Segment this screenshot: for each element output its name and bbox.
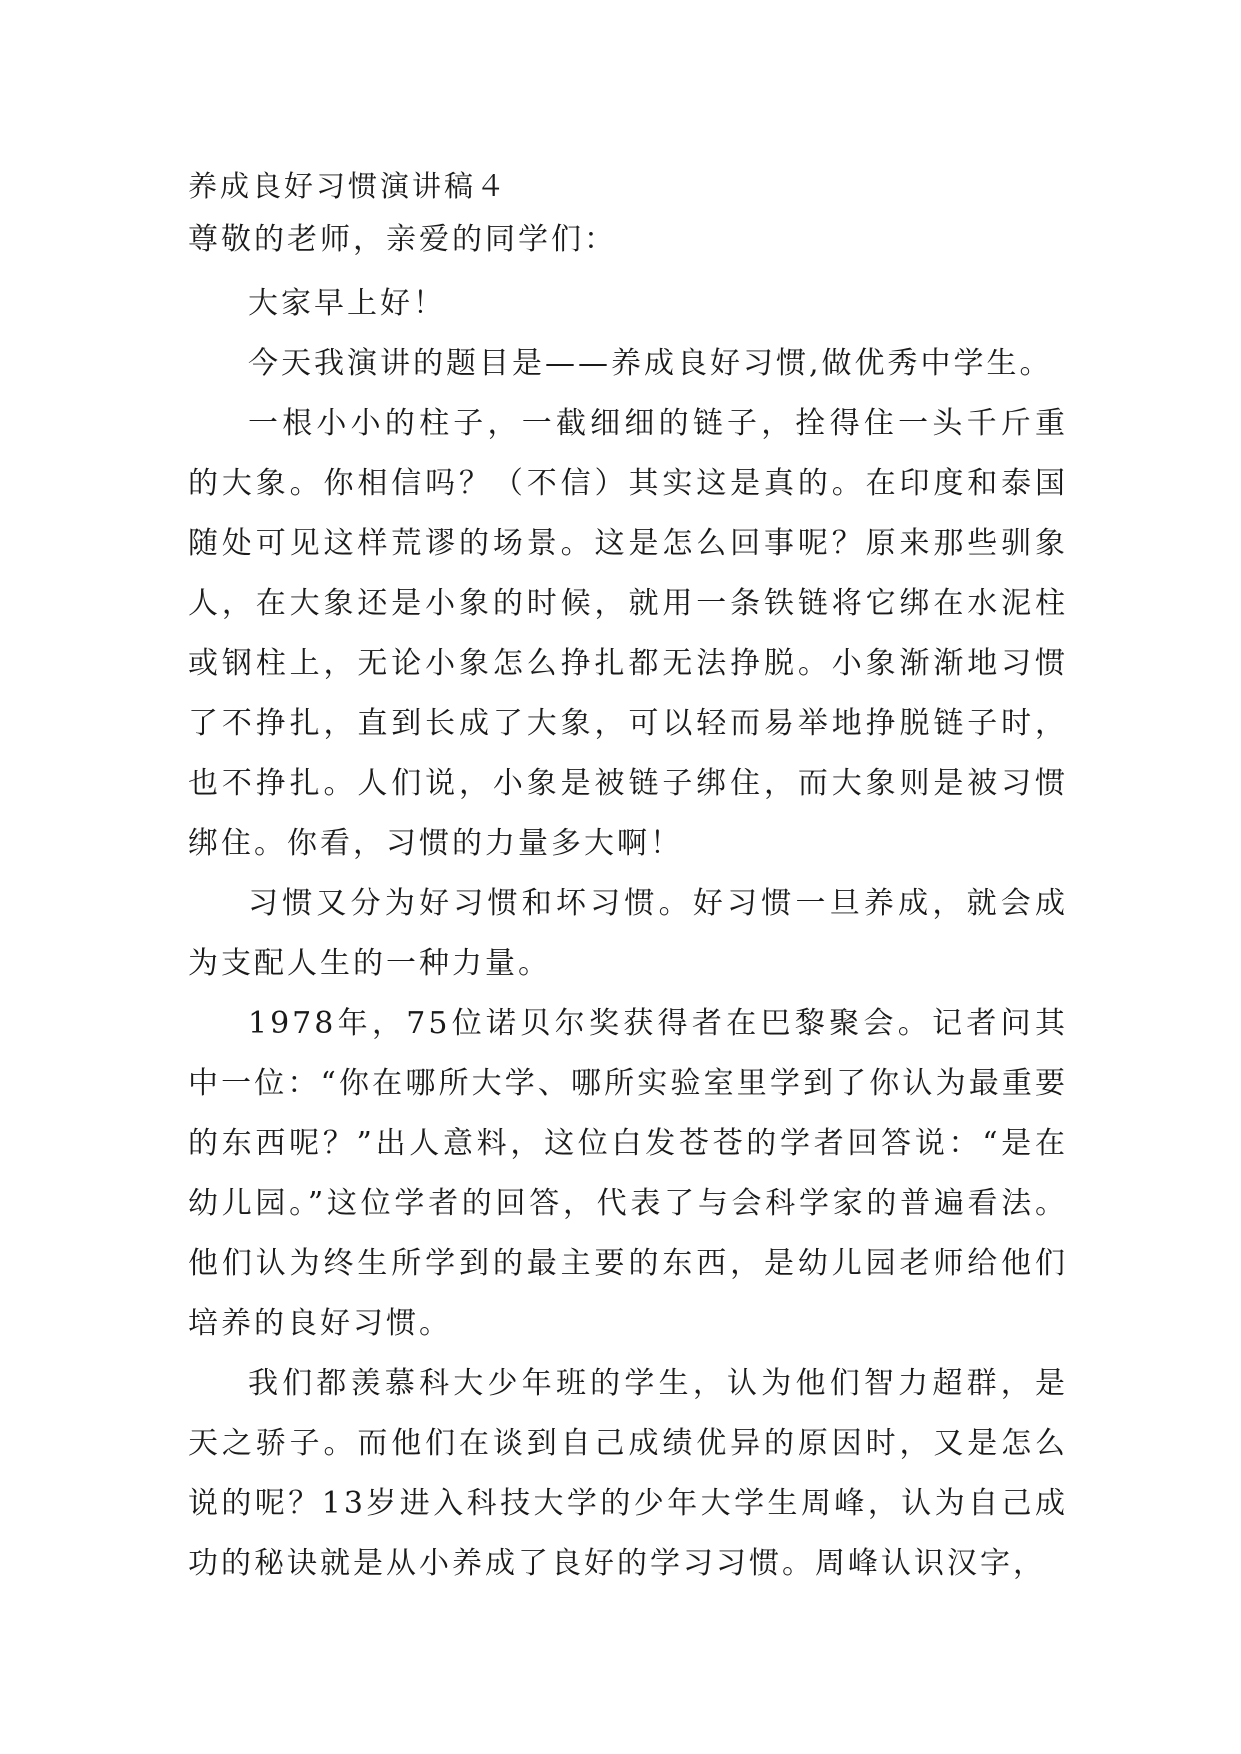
paragraph-youth-class: 我们都羡慕科大少年班的学生，认为他们智力超群，是天之骄子。而他们在谈到自己成绩优异的原因时，又是怎么说的呢？13岁进入科技大学的少年大学生周峰，认为自己成功的秘诀就是从小养成了良好的学习习惯。周峰认识汉字， <box>188 1366 1068 1581</box>
document-title: 养成良好习惯演讲稿４ <box>188 169 509 203</box>
document-body <box>188 160 1068 1594</box>
paragraph-topic: 今天我演讲的题目是——养成良好习惯,做优秀中学生。 <box>248 346 1053 381</box>
paragraph-nobel-laureates: 1978年，75位诺贝尔奖获得者在巴黎聚会。记者问其中一位：“你在哪所大学、哪所实验室里学到了你认为最重要的东西呢？”出人意料，这位白发苍苍的学者回答说：“是在幼儿园。”这位学者的回答，代表了与会科学家的普遍看法。他们认为终生所学到的最主要的东西，是幼儿园老师给他们培养的良好习惯。 <box>188 1006 1068 1341</box>
paragraph-elephant-story: 一根小小的柱子，一截细细的链子，拴得住一头千斤重的大象。你相信吗？（不信）其实这是真的。在印度和泰国随处可见这样荒谬的场景。这是怎么回事呢？原来那些驯象人，在大象还是小象的时候，就用一条铁链将它绑在水泥柱或钢柱上，无论小象怎么挣扎都无法挣脱。小象渐渐地习惯了不挣扎，直到长成了大象，可以轻而易举地挣脱链子时，也不挣扎。人们说，小象是被链子绑住，而大象则是被习惯绑住。你看，习惯的力量多大啊！ <box>188 406 1068 861</box>
salutation: 尊敬的老师，亲爱的同学们： <box>188 222 617 257</box>
paragraph-greeting: 大家早上好！ <box>248 286 446 321</box>
paragraph-good-bad-habits: 习惯又分为好习惯和坏习惯。好习惯一旦养成，就会成为支配人生的一种力量。 <box>188 886 1068 981</box>
